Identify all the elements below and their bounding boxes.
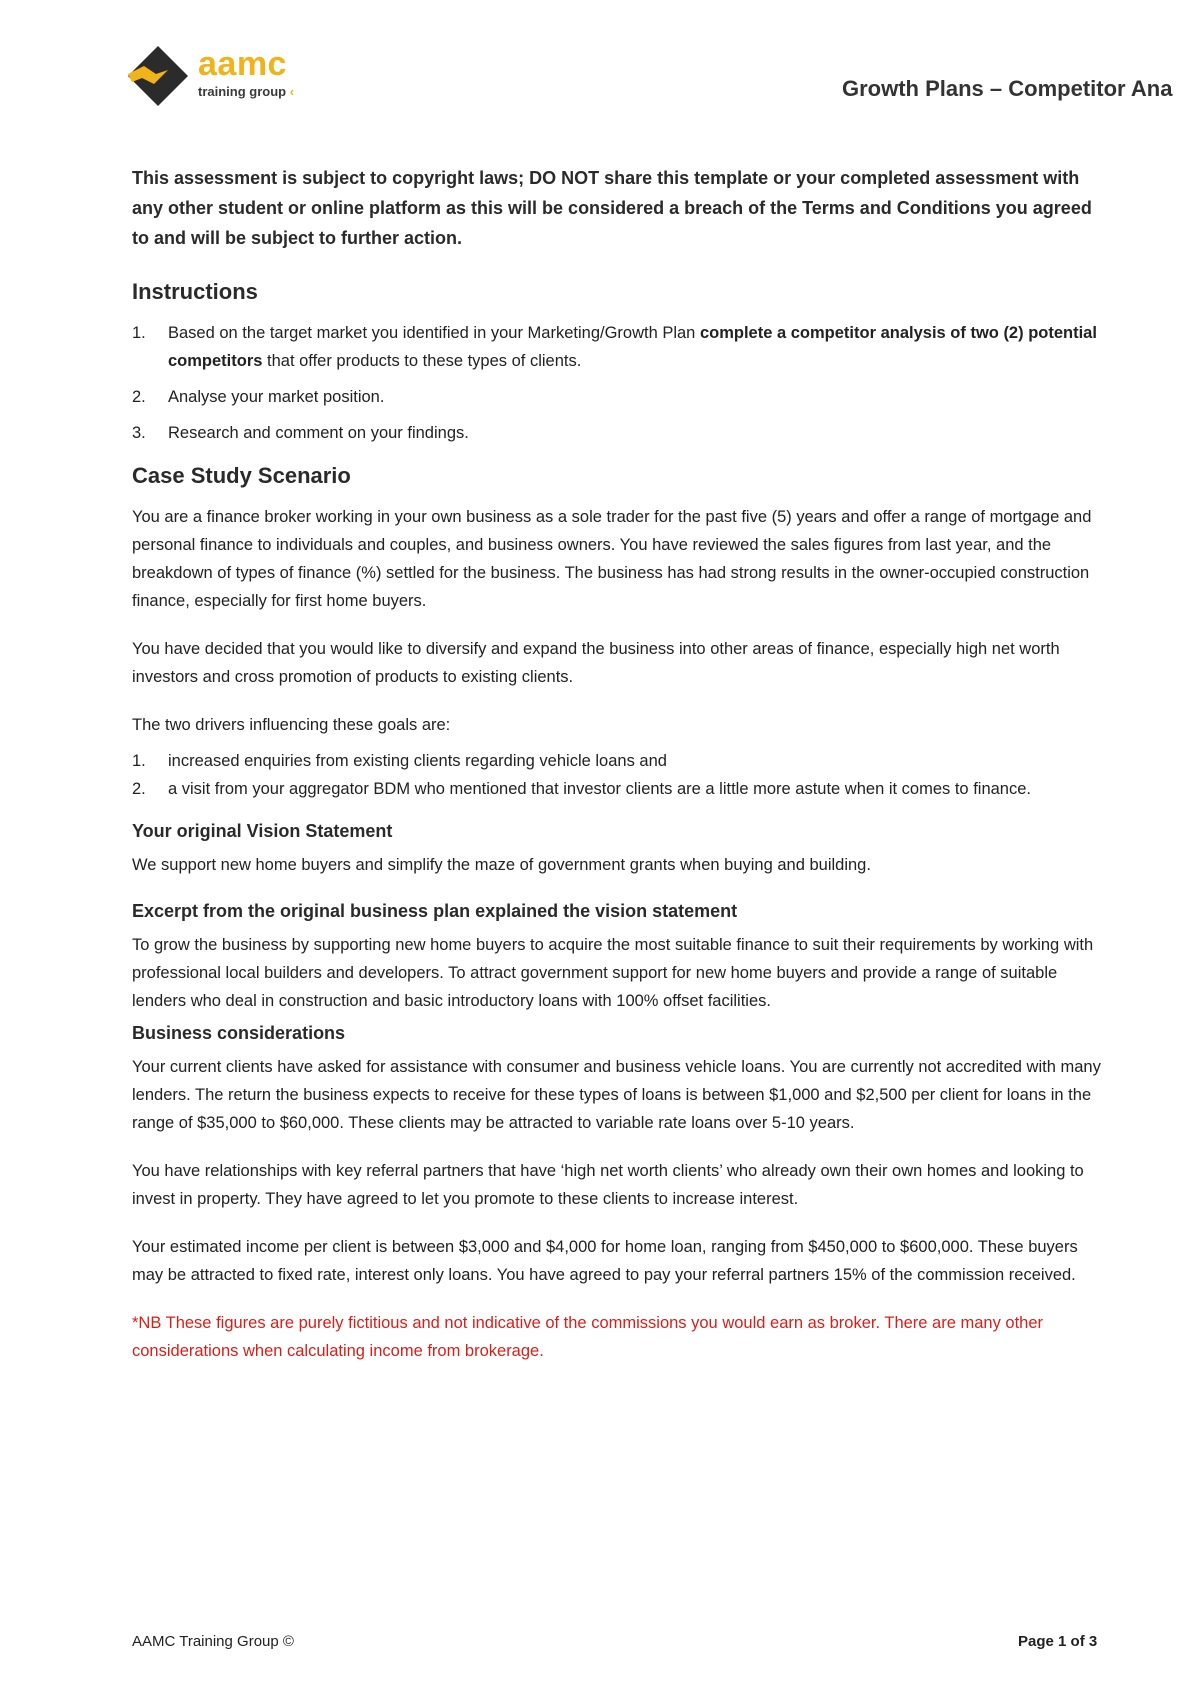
list-item: [132, 419, 1102, 447]
disclaimer-note: *NB These figures are purely fictitious and not indicative of the commissions you would earn as broker. There are many other considerations when calculating income from brokerage.: [132, 1314, 1044, 1360]
logo-wordmark: aamc: [198, 45, 287, 83]
list-number: 2.: [132, 780, 146, 798]
copyright-warning: This assessment is subject to copyright laws; DO NOT share this template or your completed assessment with any other student or online platform as this will be considered a breach of the Terms and Conditions you agreed to and will be subject to further action.: [132, 168, 1092, 248]
aamc-logo: [126, 44, 316, 108]
list-item: [132, 775, 1102, 803]
list-item: [132, 383, 1102, 411]
list-item: [132, 747, 1102, 775]
list-number: 2.: [132, 388, 146, 406]
excerpt-heading: Excerpt from the original business plan explained the vision statement: [132, 901, 738, 921]
instruction-text: Analyse your market position.: [168, 388, 385, 406]
case-study-paragraph-3: The two drivers influencing these goals are:: [132, 716, 451, 734]
business-paragraph-3: Your estimated income per client is between $3,000 and $4,000 for home loan, ranging from $450,000 to $600,000. These buyers may be attracted to fixed rate, interest only loans. You have agreed to pay your referral partners 15% of the commission received.: [132, 1238, 1078, 1284]
instruction-text-end: that offer products to these types of clients.: [262, 352, 582, 370]
header-title: Growth Plans – Competitor Ana: [842, 76, 1173, 101]
aamc-logo-icon: [126, 44, 190, 108]
business-paragraph-2: You have relationships with key referral partners that have ‘high net worth clients’ who already own their own homes and looking to invest in property. They have agreed to let you promote to these clients to increase interest.: [132, 1162, 1084, 1208]
chevron-left-icon: ‹: [289, 84, 295, 99]
list-number: 1.: [132, 324, 146, 342]
vision-heading: Your original Vision Statement: [132, 821, 393, 841]
case-study-paragraph-2: You have decided that you would like to diversify and expand the business into other areas of finance, especially high net worth investors and cross promotion of products to existing clients.: [132, 640, 1060, 686]
instruction-text: Research and comment on your findings.: [168, 424, 469, 442]
list-number: 1.: [132, 752, 146, 770]
vision-text: We support new home buyers and simplify the maze of government grants when buying and building.: [132, 856, 871, 874]
case-study-paragraph-1: You are a finance broker working in your own business as a sole trader for the past five (5) years and offer a range of mortgage and personal finance to individuals and couples, and business owners. You have reviewed the sales figures from last year, and the breakdown of types of finance (%) settled for the business. The business has had strong results in the owner-occupied construction finance, especially for first home buyers.: [132, 508, 1092, 610]
footer-page-number: Page 1 of 3: [1018, 1633, 1098, 1650]
instructions-heading: Instructions: [132, 279, 258, 304]
case-study-heading: Case Study Scenario: [132, 463, 351, 488]
drivers-list: [132, 747, 1102, 803]
driver-text: increased enquiries from existing clients regarding vehicle loans and: [168, 752, 667, 770]
document-body: [132, 163, 1102, 1365]
instruction-bold-text: complete a competitor analysis of two (2) potential competitors: [168, 324, 1097, 370]
instruction-text: Based on the target market you identified in your Marketing/Growth Plan: [168, 324, 700, 342]
excerpt-text: To grow the business by supporting new home buyers to acquire the most suitable finance to suit their requirements by working with professional local builders and developers. To attract government support for new home buyers and provide a range of suitable lenders who deal in construction and basic introductory loans with 100% offset facilities.: [132, 936, 1094, 1010]
list-number: 3.: [132, 424, 146, 442]
logo-subtitle-text: training group: [198, 84, 287, 99]
business-paragraph-1: Your current clients have asked for assistance with consumer and business vehicle loans. You are currently not accredited with many lenders. The return the business expects to receive for these types of loans is between $1,000 and $2,500 per client for loans in the range of $35,000 to $60,000. These clients may be attracted to variable rate loans over 5-10 years.: [132, 1058, 1101, 1132]
logo-subtitle: [198, 84, 294, 100]
business-heading: Business considerations: [132, 1023, 346, 1043]
list-item: [132, 319, 1102, 375]
footer-copyright: AAMC Training Group ©: [132, 1633, 294, 1650]
driver-text: a visit from your aggregator BDM who mentioned that investor clients are a little more astute when it comes to finance.: [168, 780, 1031, 798]
instructions-list: [132, 319, 1102, 447]
